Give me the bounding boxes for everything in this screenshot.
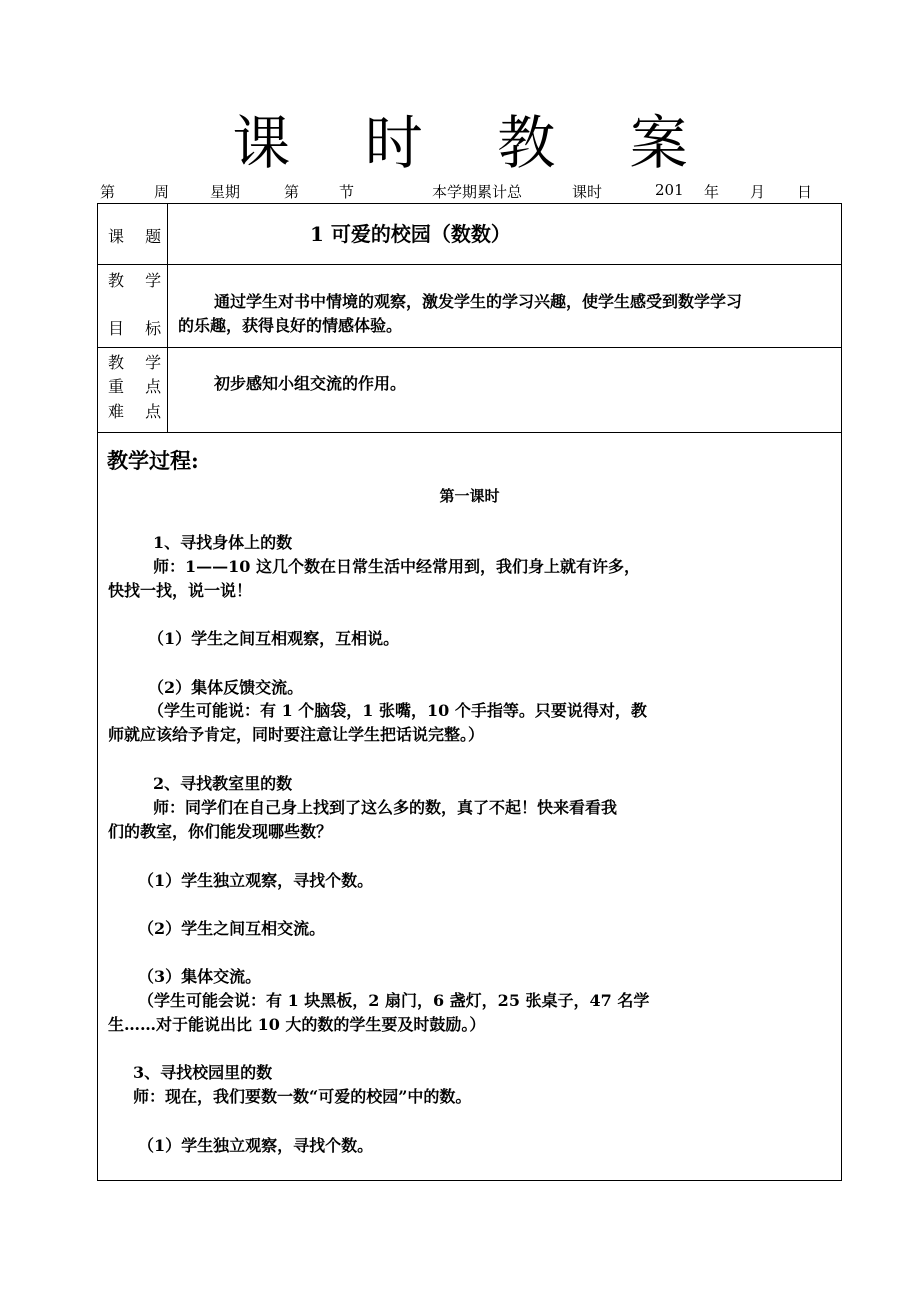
process-line: （学生可能会说：有 1 块黑板，2 扇门，6 盏灯，25 张桌子，47 名学: [138, 991, 650, 1010]
process-line: 3、寻找校园里的数: [133, 1063, 273, 1082]
hours-label: 课时: [572, 183, 603, 201]
row-divider: [98, 432, 841, 433]
process-line: （1）学生独立观察，寻找个数。: [138, 871, 374, 890]
process-line: 师：现在，我们要数一数“可爱的校园”中的数。: [133, 1087, 472, 1106]
year-value: 201: [655, 181, 684, 199]
process-line: （1）学生之间互相观察，互相说。: [148, 629, 400, 648]
cumulative-label: 本学期累计总: [432, 183, 523, 201]
document-title: 课 时 教 案: [232, 109, 716, 177]
weekday-label: 星期: [210, 183, 241, 201]
objective-label-1: 教 学: [108, 271, 170, 290]
month-unit: 月: [750, 183, 766, 201]
process-line: （1）学生独立观察，寻找个数。: [138, 1136, 374, 1155]
objective-line-2: 的乐趣，获得良好的情感体验。: [178, 316, 403, 335]
row-divider: [98, 264, 841, 265]
row-divider: [98, 347, 841, 348]
process-line: 们的教室，你们能发现哪些数？: [108, 822, 333, 841]
lesson-plan-table: [97, 203, 842, 1181]
process-line: 快找一找，说一说！: [108, 581, 253, 600]
keypoints-value: 初步感知小组交流的作用。: [214, 374, 407, 393]
process-line: 师就应该给予肯定，同时要注意让学生把话说完整。）: [108, 725, 485, 744]
year-unit: 年: [704, 183, 720, 201]
period-prefix: 第: [284, 183, 300, 201]
process-line: 师：同学们在自己身上找到了这么多的数，真了不起！快来看看我: [153, 798, 618, 817]
keypoints-label-1: 教 学: [108, 353, 170, 372]
period-suffix: 节: [339, 183, 355, 201]
week-prefix: 第: [100, 183, 116, 201]
process-title: 教学过程:: [107, 448, 199, 473]
keypoints-label-3: 难 点: [108, 402, 170, 421]
process-line: 1、寻找身体上的数: [153, 533, 293, 552]
keypoints-label-2: 重 点: [108, 377, 170, 396]
topic-label: 课 题: [108, 227, 170, 246]
process-line: 2、寻找教室里的数: [153, 774, 293, 793]
process-line: 师：1——10 这几个数在日常生活中经常用到，我们身上就有许多，: [153, 557, 640, 576]
process-line: 生……对于能说出比 10 大的数的学生要及时鼓励。）: [108, 1015, 486, 1034]
topic-value: 1 可爱的校园（数数）: [310, 222, 511, 246]
objective-line-1: 通过学生对书中情境的观察，激发学生的学习兴趣，使学生感受到数学学习: [214, 292, 743, 311]
process-line: （学生可能说：有 1 个脑袋，1 张嘴，10 个手指等。只要说得对，教: [148, 701, 647, 720]
process-line: （2）学生之间互相交流。: [138, 919, 326, 938]
process-line: （2）集体反馈交流。: [148, 678, 304, 697]
process-line: （3）集体交流。: [138, 967, 262, 986]
week-suffix: 周: [154, 183, 170, 201]
lesson-heading: 第一课时: [439, 487, 500, 505]
day-unit: 日: [797, 183, 813, 201]
objective-label-2: 目 标: [108, 319, 170, 338]
schedule-header: [98, 181, 842, 203]
